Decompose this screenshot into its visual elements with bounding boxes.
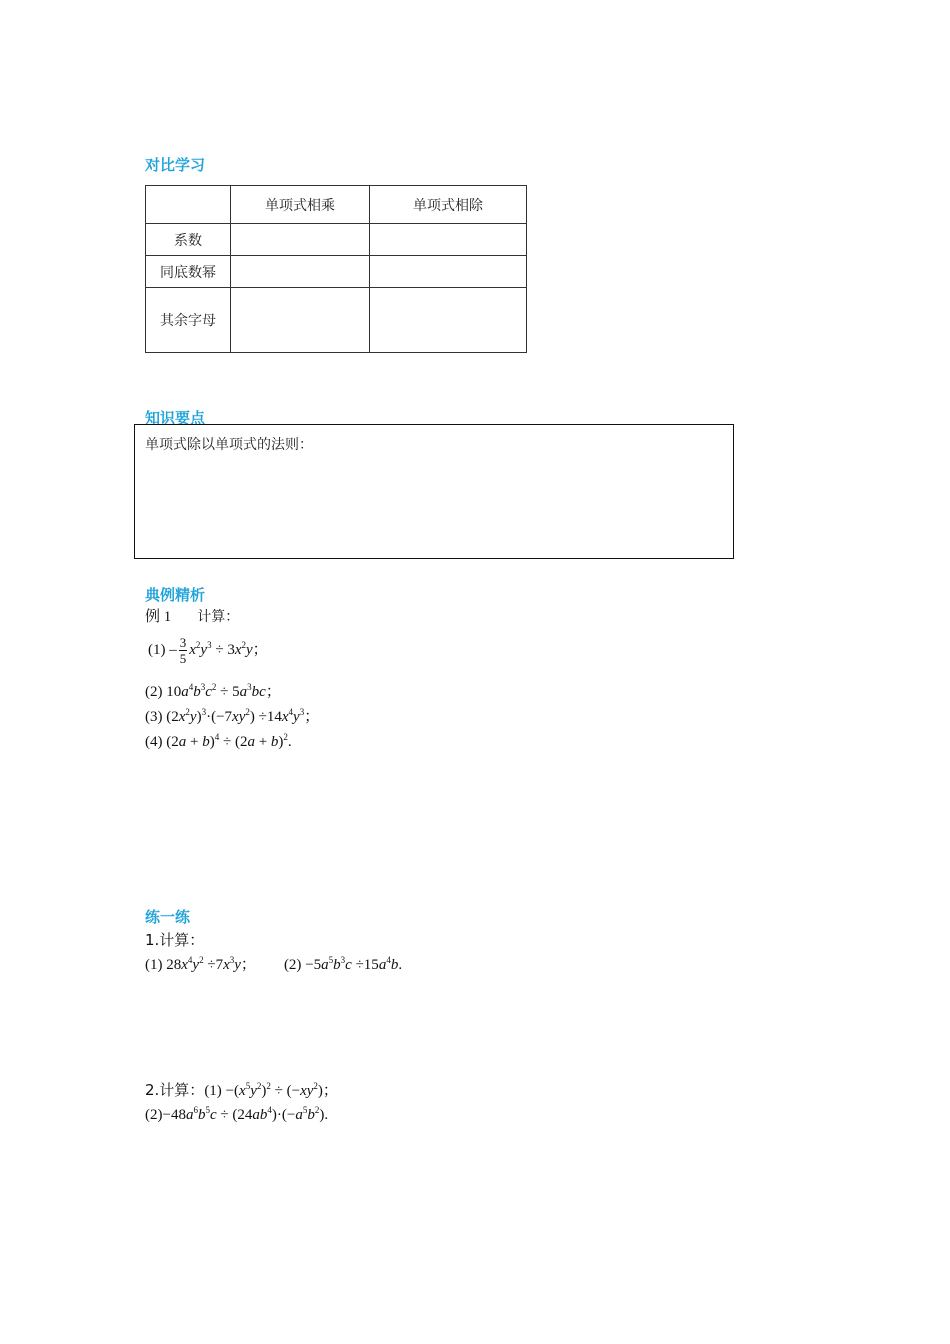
practice-q2-problem-2: $(2)-48a^6b^5c \div (24ab^4)\cdot(-a^5b^2)$.	[145, 1105, 329, 1123]
table-corner-cell	[146, 186, 231, 224]
rule-text: 单项式除以单项式的法则：	[145, 437, 313, 453]
section-title-practice: 练一练	[145, 908, 191, 926]
example-task: 计算：	[197, 609, 240, 625]
example-problem-1: (1) – $\frac{3}{5}$ $x^2y^3 \div 3x^2y$；	[148, 635, 268, 667]
section-title-knowledge: 知识要点	[145, 409, 206, 427]
table-cell	[231, 224, 370, 256]
table-cell	[370, 256, 527, 288]
table-cell	[231, 256, 370, 288]
practice-q2-problem-1: 2.计算：$(1) -(x^5y^2)^2 \div (-xy^2)$；	[145, 1081, 338, 1099]
table-header-multiply: 单项式相乘	[231, 186, 370, 224]
example-1-heading	[145, 607, 239, 627]
knowledge-box	[134, 424, 734, 559]
section-title-compare: 对比学习	[145, 156, 206, 174]
table-cell	[231, 288, 370, 353]
table-row-label: 同底数幂	[146, 256, 231, 288]
practice-q1-problems: (1) $28x^4y^2 \div 7x^3y$； $(2) -5a^5b^3c \div 15a^4b$.	[145, 955, 403, 973]
section-title-examples: 典例精析	[145, 586, 206, 604]
table-row-label: 系数	[146, 224, 231, 256]
example-problem-4: (4) $(2a + b)^4 \div (2a + b)^2$.	[145, 732, 292, 750]
table-row-label: 其余字母	[146, 288, 231, 353]
table-cell	[370, 288, 527, 353]
example-label: 例 1	[145, 609, 172, 625]
fraction: $\frac{3}{5}$	[179, 635, 187, 667]
table-cell	[370, 224, 527, 256]
table-header-divide: 单项式相除	[370, 186, 527, 224]
example-problem-2: (2) $10a^4b^3c^2 \div 5a^3bc$；	[145, 682, 281, 700]
example-problem-3: (3) $(2x^2y)^3\cdot(-7xy^2) \div 14x^4y^3$；	[145, 707, 320, 725]
practice-q1-label: 1.计算：	[145, 931, 205, 949]
comparison-table	[145, 185, 527, 353]
